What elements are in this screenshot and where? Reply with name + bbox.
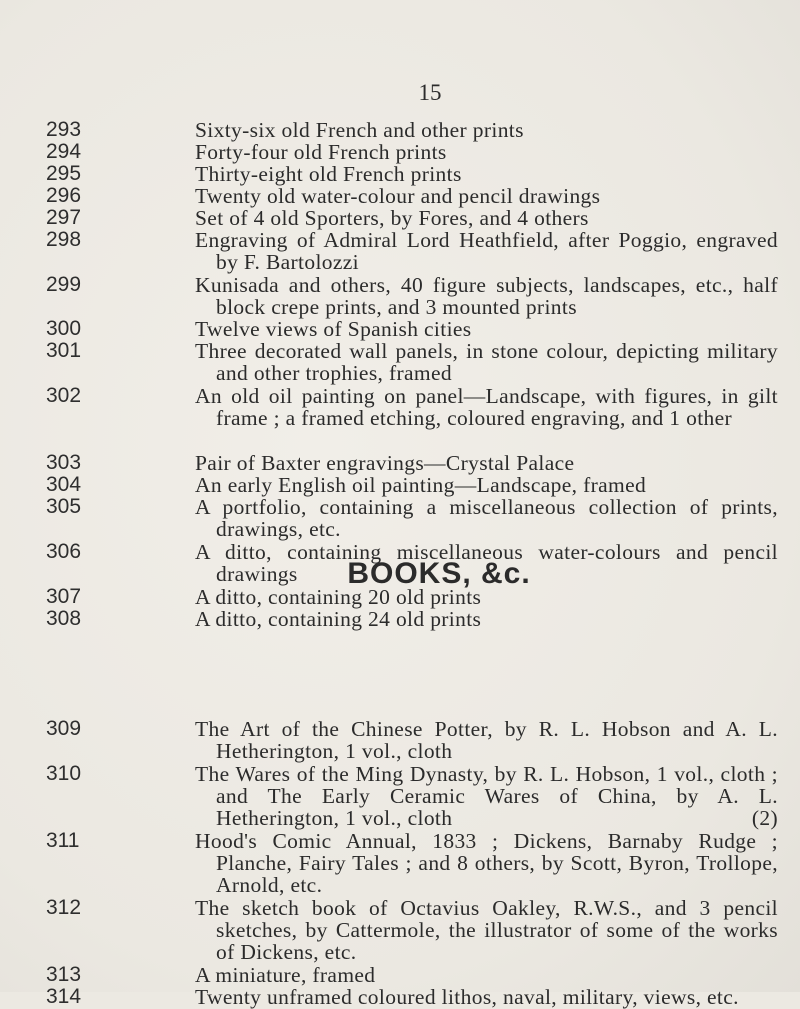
lot-number: 314 xyxy=(46,985,82,1008)
lot-number: 295 xyxy=(46,162,82,185)
lot-number: 303 xyxy=(46,451,82,474)
lot-description: A ditto, containing 24 old prints xyxy=(195,607,482,631)
lot-number: 313 xyxy=(46,963,82,986)
lot-description: Twenty old water-colour and pencil drawings xyxy=(195,184,601,208)
lot-number: 300 xyxy=(46,317,82,340)
lot-description: Twelve views of Spanish cities xyxy=(195,317,472,341)
lot-description: Forty-four old French prints xyxy=(195,140,447,164)
lot-number: 294 xyxy=(46,140,82,163)
lot-description: Thirty-eight old French prints xyxy=(195,162,462,186)
lot-description: Three decorated wall panels, in stone colour, depicting military and other trophies, framed xyxy=(195,339,778,385)
lot-description: Pair of Baxter engravings—Crystal Palace xyxy=(195,451,575,475)
lot-number: 305 xyxy=(46,495,82,518)
lot-number: 299 xyxy=(46,273,82,296)
lot-description: An early English oil painting—Landscape, framed xyxy=(195,473,647,497)
lot-number: 312 xyxy=(46,896,82,919)
lot-number: 298 xyxy=(46,228,82,251)
lot-number: 308 xyxy=(46,607,82,630)
lot-number: 310 xyxy=(46,762,82,785)
lot-description: A miniature, framed xyxy=(195,963,376,987)
lot-description: A ditto, containing 20 old prints xyxy=(195,585,482,609)
lot-description: Set of 4 old Sporters, by Fores, and 4 others xyxy=(195,206,589,230)
lot-number: 309 xyxy=(46,717,82,740)
page-number: 15 xyxy=(418,80,442,105)
lot-number: 293 xyxy=(46,118,82,141)
lot-description: Kunisada and others, 40 figure subjects, landscapes, etc., half block crepe prints, and 3 mounted prints xyxy=(195,273,778,319)
lot-number: 302 xyxy=(46,384,82,407)
lot-number: 297 xyxy=(46,206,82,229)
lot-description: Hood's Comic Annual, 1833 ; Dickens, Barnaby Rudge ; Planche, Fairy Tales ; and 8 others, by Scott, Byron, Trollope, Arnold, etc. xyxy=(195,829,778,897)
lot-description: A portfolio, containing a miscellaneous collection of prints, drawings, etc. xyxy=(195,495,778,541)
lot-description: Twenty unframed coloured lithos, naval, military, views, etc. xyxy=(195,985,739,1009)
lot-number: 304 xyxy=(46,473,82,496)
lot-description xyxy=(195,763,778,829)
lot-number: 301 xyxy=(46,339,82,362)
lot-quantity: (2) xyxy=(751,806,778,830)
lot-number: 307 xyxy=(46,585,82,608)
lot-number: 311 xyxy=(46,829,80,852)
lot-description: Sixty-six old French and other prints xyxy=(195,118,524,142)
lot-description: A ditto, containing miscellaneous water-colours and pencil drawings xyxy=(195,540,778,586)
lot-description-text: The Wares of the Ming Dynasty, by R. L. Hobson, 1 vol., cloth ; and The Early Ceramic Wares of China, by A. L. Hetherington, 1 vol., cloth xyxy=(195,762,778,830)
lot-number: 296 xyxy=(46,184,82,207)
lot-description: The sketch book of Octavius Oakley, R.W.S., and 3 pencil sketches, by Cattermole, the illustrator of some of the works of Dickens, etc. xyxy=(195,896,778,964)
lot-description: Engraving of Admiral Lord Heathfield, after Poggio, engraved by F. Bartolozzi xyxy=(195,228,778,274)
section-heading: BOOKS, &c. xyxy=(347,557,531,590)
lot-number: 306 xyxy=(46,540,82,563)
lot-description: An old oil painting on panel—Landscape, with figures, in gilt frame ; a framed etching, coloured engraving, and 1 other xyxy=(195,384,778,430)
lot-description: The Art of the Chinese Potter, by R. L. Hobson and A. L. Hetherington, 1 vol., cloth xyxy=(195,717,778,763)
